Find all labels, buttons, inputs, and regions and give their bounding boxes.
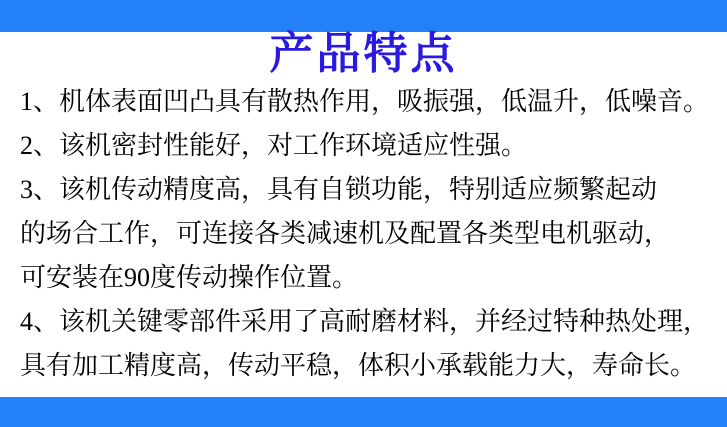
feature-line-6: 4、该机关键零部件采用了高耐磨材料，并经过特种热处理， — [20, 307, 710, 336]
feature-line-5: 可安装在90度传动操作位置。 — [20, 263, 359, 292]
feature-line-7: 具有加工精度高，传动平稳，体积小承载能力大，寿命长。 — [20, 351, 697, 380]
feature-list — [20, 80, 721, 388]
bottom-banner — [0, 397, 727, 427]
feature-line-1: 1、机体表面凹凸具有散热作用，吸振强，低温升，低噪音。 — [20, 87, 710, 116]
feature-line-4: 的场合工作，可连接各类减速机及配置各类型电机驱动， — [20, 219, 671, 248]
feature-line-3: 3、该机传动精度高，具有自锁功能，特别适应频繁起动 — [20, 175, 658, 204]
feature-line-2: 2、该机密封性能好，对工作环境适应性强。 — [20, 131, 528, 160]
page-title: 产品特点 — [269, 29, 458, 78]
